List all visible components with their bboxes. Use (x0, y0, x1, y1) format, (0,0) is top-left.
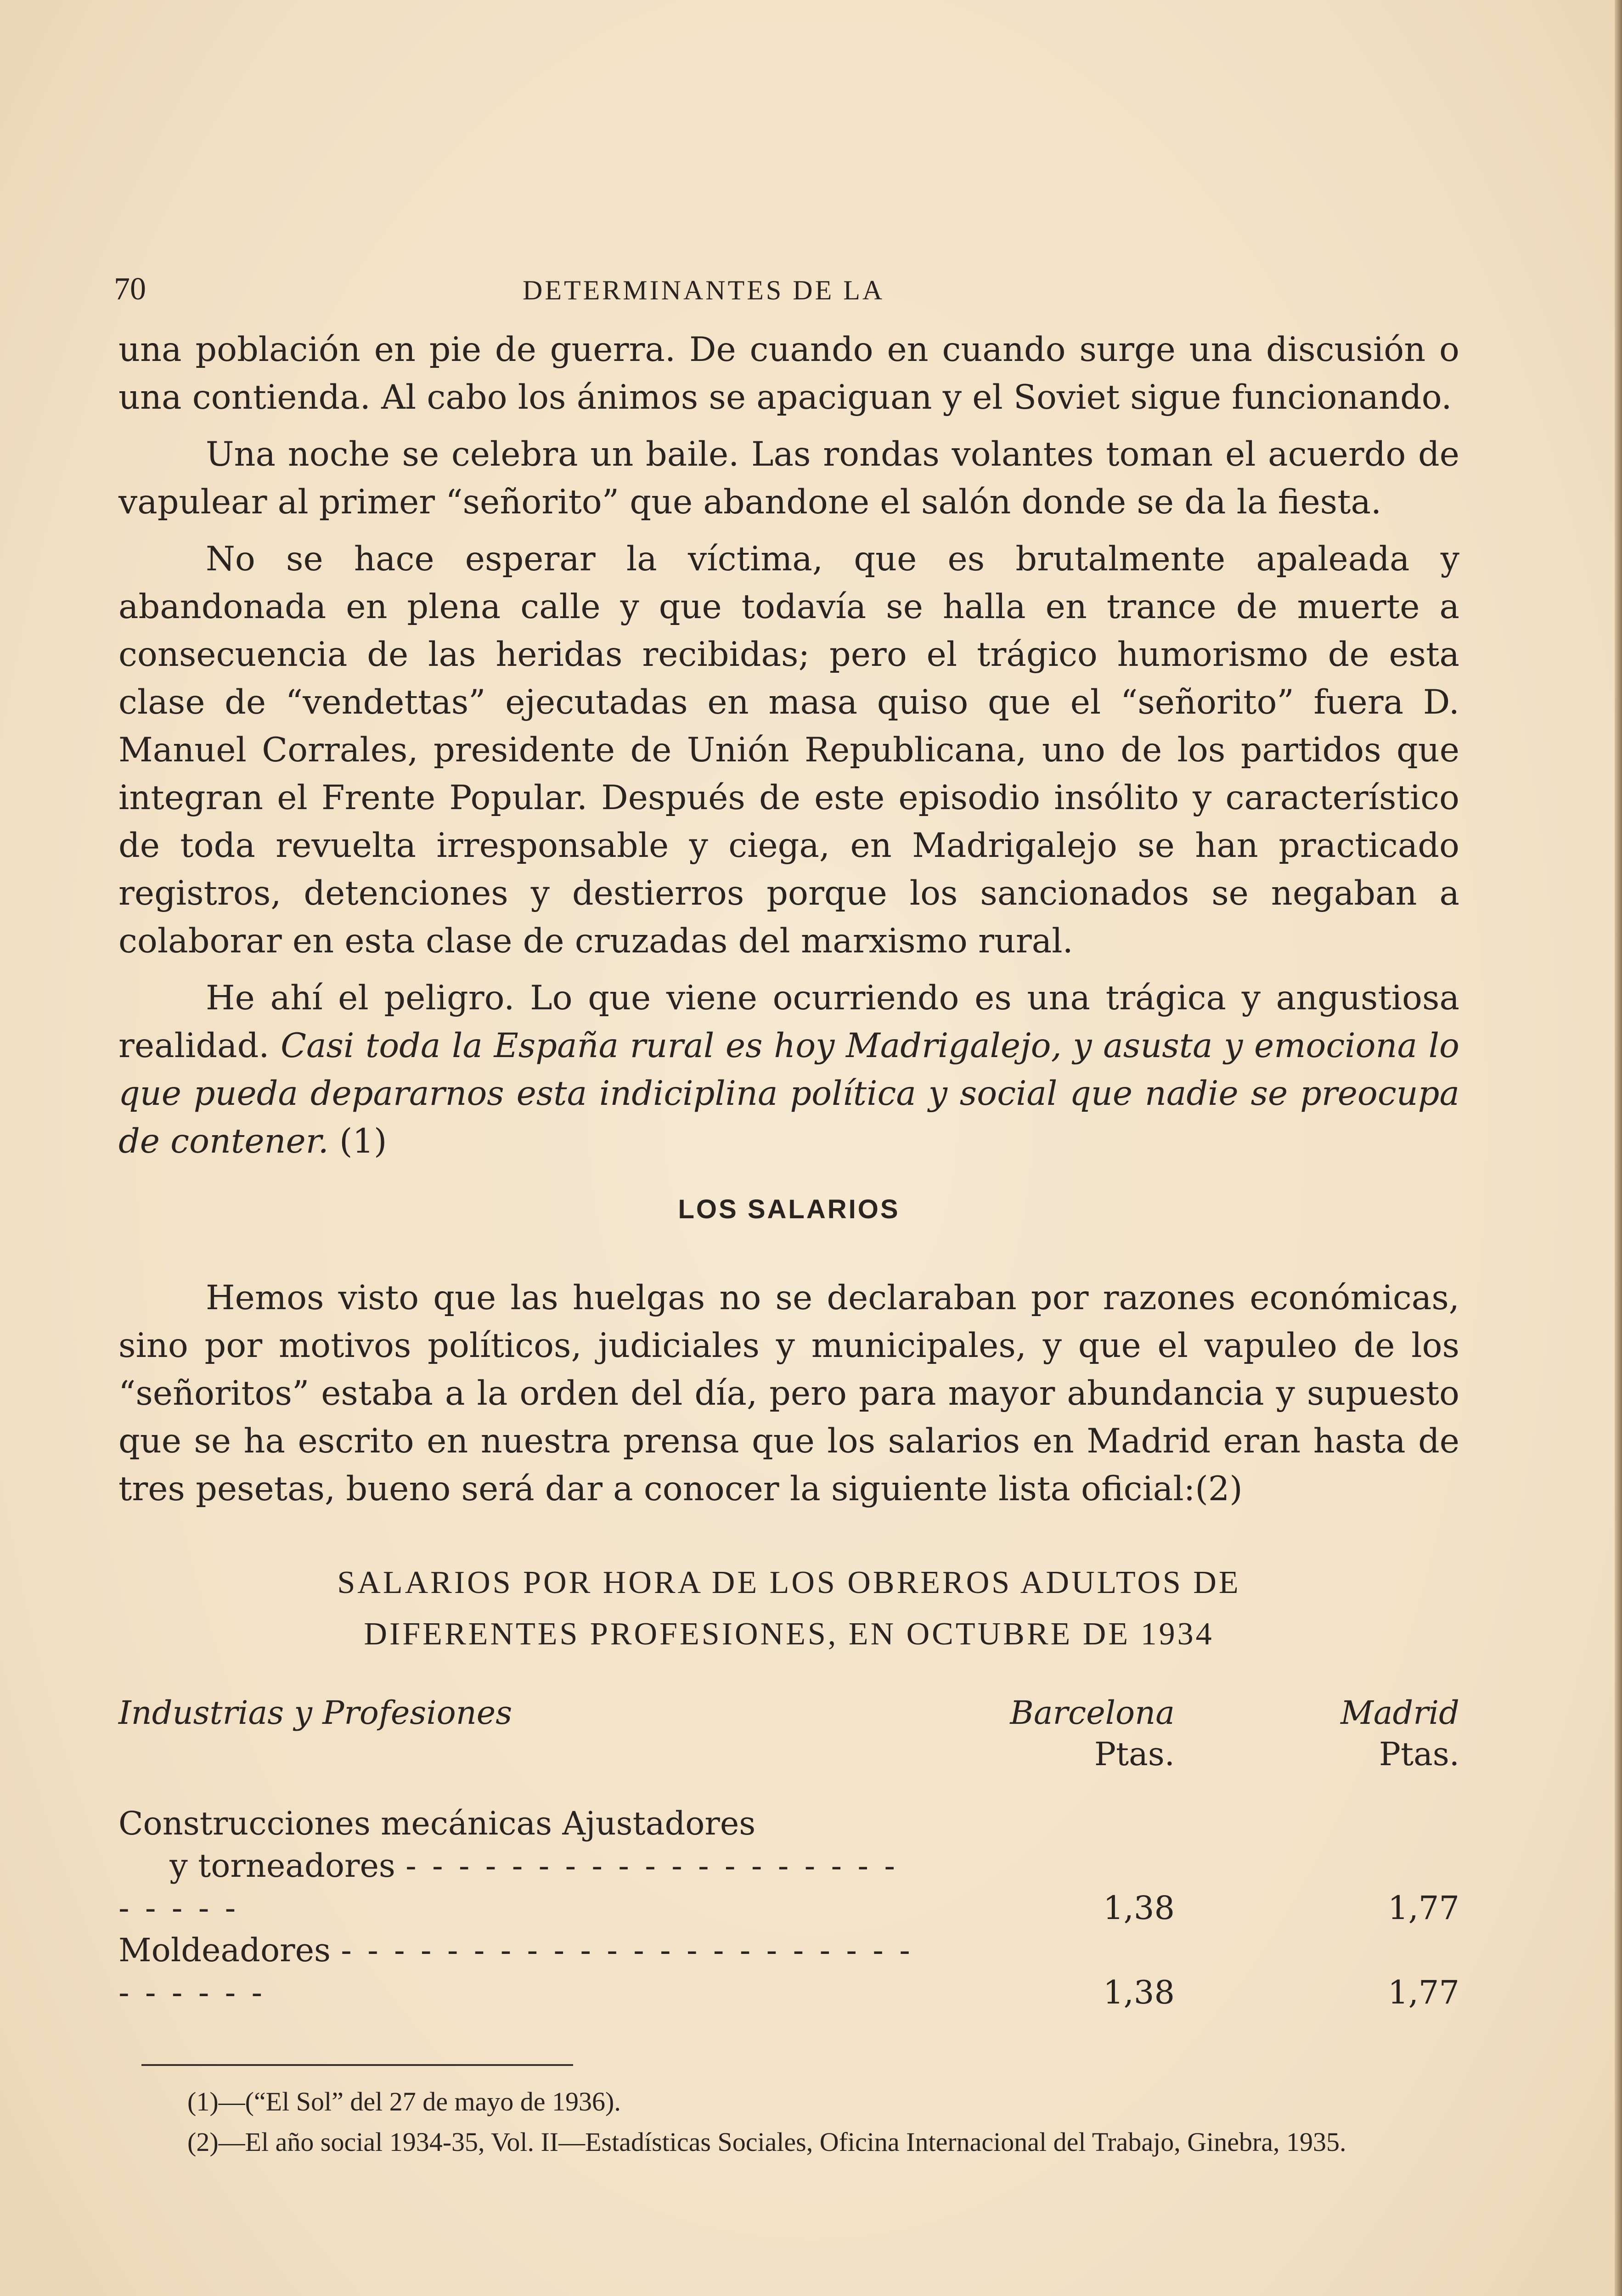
footnote-divider (141, 2064, 573, 2066)
table-header-row (118, 1692, 1459, 1775)
paragraph-1: una población en pie de guerra. De cuando en cuando surge una discusión o una contienda. Al cabo los ánimos se apaciguan y el Soviet sigue funcionando. (118, 330, 1459, 417)
footnote-2: (2)—El año social 1934-35, Vol. II—Estadísticas Sociales, Oficina Internacional del Trabajo, Ginebra, 1935. (187, 2127, 1346, 2157)
footnote-1: (1)—(“El Sol” del 27 de mayo de 1936). (187, 2087, 621, 2116)
page-content (114, 271, 1459, 2162)
row2-madrid: 1,77 (1388, 1974, 1459, 2011)
row2-barcelona: 1,38 (1103, 1974, 1175, 2011)
header-madrid: Madrid Ptas. (1340, 1694, 1459, 1773)
row1-label-line-2: y torneadores - - - - - - - - - - - - - - - - - - - - - - - - (118, 1847, 898, 1927)
paragraph-danger (118, 974, 1459, 1165)
table-title-line-1: SALARIOS POR HORA DE LOS OBREROS ADULTOS DE (337, 1565, 1241, 1600)
header-barcelona: Barcelona Ptas. (1010, 1694, 1175, 1773)
page-number: 70 (114, 271, 146, 307)
table-row (118, 1929, 1459, 2014)
footnotes (118, 2082, 1459, 2162)
salaries-table (118, 1692, 1459, 2014)
footnote-ref-1: (1) (339, 1122, 387, 1161)
header-industry: Industrias y Profesiones (118, 1694, 513, 1732)
table-row (118, 1802, 1459, 1845)
table-title-line-2: DIFERENTES PROFESIONES, EN OCTUBRE DE 1934 (364, 1616, 1214, 1652)
running-title: DETERMINANTES DE LA (523, 275, 885, 305)
row1-label-line-1: Construcciones mecánicas Ajustadores (118, 1805, 756, 1842)
paragraph-salarios: Hemos visto que las huelgas no se declaraban por razones económicas, sino por motivos políticos, judiciales y municipales, y que el vapuleo de los “señoritos” estaba a la orden del día, pero para mayor abundancia y supuesto que se ha escrito en nuestra prensa que los salarios en Madrid eran hasta de tres pesetas, bueno será dar a conocer la siguiente lista oficial:(2) (118, 1278, 1459, 1508)
running-head (114, 271, 1459, 326)
row1-barcelona: 1,38 (1103, 1889, 1175, 1927)
danger-italic: Casi toda la España rural es hoy Madrigalejo, y asusta y emociona lo que pueda depararnos esta indiciplina política y social que nadie se preocupa de contener. (118, 1026, 1459, 1161)
danger-lead: He ahí el peligro. Lo que viene ocurriendo es una trágica y angustiosa realidad. (118, 979, 1459, 1065)
section-title: LOS SALARIOS (678, 1194, 900, 1224)
page-edge-right (1615, 0, 1622, 2296)
row2-label: Moldeadores - - - - - - - - - - - - - - - - - - - - - - - - - - - - (118, 1931, 913, 2011)
paragraph-2: Una noche se celebra un baile. Las rondas volantes toman el acuerdo de vapulear al primer “señorito” que abandone el salón donde se da la fiesta. (118, 435, 1459, 522)
row1-madrid: 1,77 (1388, 1889, 1459, 1927)
table-title (118, 1557, 1459, 1660)
table-row (118, 1845, 1459, 1929)
paragraph-3: No se hace esperar la víctima, que es brutalmente apaleada y abandonada en plena calle y que todavía se halla en trance de muerte a consecuencia de las heridas recibidas; pero el trágico humorismo de esta clase de “vendettas” ejecutadas en masa quiso que el “señorito” fuera D. Manuel Corrales, presidente de Unión Republicana, uno de los partidos que integran el Frente Popular. Después de este episodio insólito y característico de toda revuelta irresponsable y ciega, en Madrigalejo se han practicado registros, detenciones y destierros porque los sancionados se negaban a colaborar en esta clase de cruzadas del marxismo rural. (118, 540, 1459, 961)
